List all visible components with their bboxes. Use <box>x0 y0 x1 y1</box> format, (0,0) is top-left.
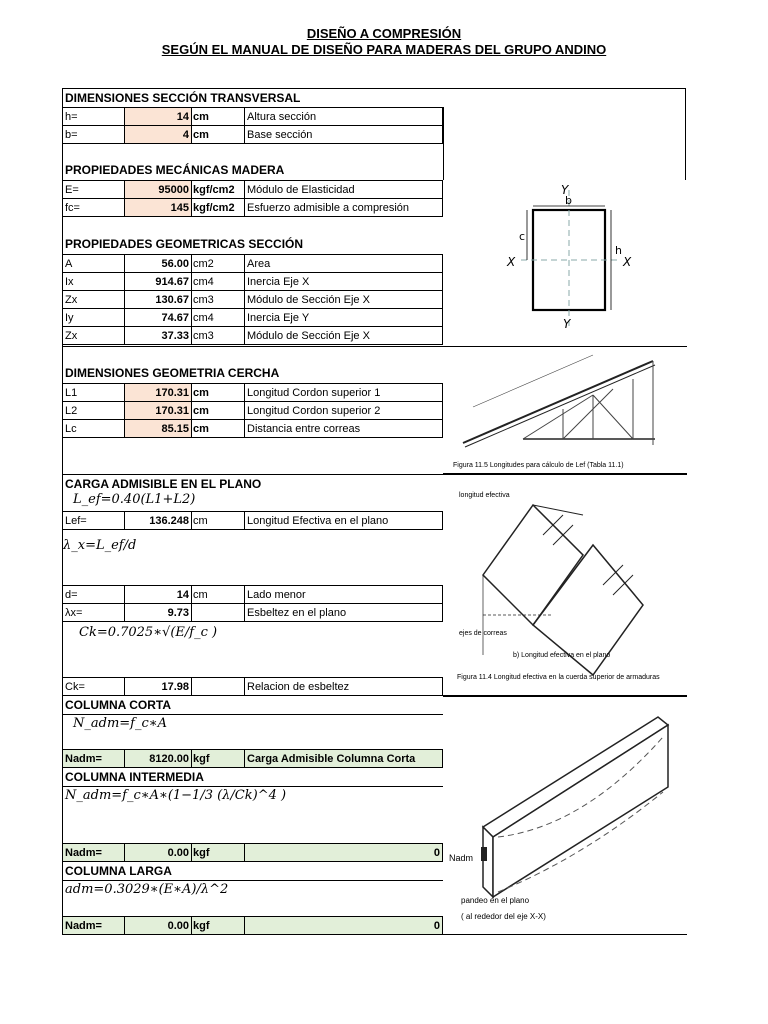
geom-1-unit: cm4 <box>191 272 245 291</box>
d-value: 14 <box>124 585 192 604</box>
fig4-lbl-n: Nadm <box>449 853 474 863</box>
formula-long: adm=0.3029∗(E∗A)/λ^2 <box>62 880 444 917</box>
ck-desc: Relacion de esbeltez <box>244 677 443 696</box>
geom-4-unit: cm3 <box>191 326 245 345</box>
lef-value: 136.248 <box>124 511 192 530</box>
lx-desc: Esbeltez en el plano <box>244 603 443 622</box>
formula-ck: Ck=0.7025∗√(E/f_c ) <box>79 625 218 640</box>
long-nadm-value: 0.00 <box>124 916 192 935</box>
truss-1-value[interactable]: 170.31 <box>124 401 192 420</box>
d-label: d= <box>62 585 125 604</box>
truss-0-desc: Longitud Cordon superior 1 <box>244 383 443 402</box>
lef-desc: Longitud Efectiva en el plano <box>244 511 443 530</box>
fc-label: fc= <box>62 198 125 217</box>
fc-value[interactable]: 145 <box>124 198 192 217</box>
geom-3-unit: cm4 <box>191 308 245 327</box>
truss-2-unit: cm <box>191 419 245 438</box>
effective-length-figure <box>443 474 687 696</box>
title-line-2: SEGÚN EL MANUAL DE DISEÑO PARA MADERAS DEL GRUPO ANDINO <box>161 42 607 57</box>
ck-label: Ck= <box>62 677 125 696</box>
h-label: h= <box>62 107 125 126</box>
mid-nadm-extra: 0 <box>244 843 443 862</box>
h-unit: cm <box>191 107 245 126</box>
fig1-c: c <box>519 230 526 243</box>
mid-header: COLUMNA INTERMEDIA <box>62 767 444 787</box>
truss-0-label: L1 <box>62 383 125 402</box>
formula-short: N_adm=f_c∗A <box>62 714 444 750</box>
formula-lambda: λ_x=L_ef/d <box>63 538 137 553</box>
mid-nadm-unit: kgf <box>191 843 245 862</box>
fig1-y-bot: Y <box>563 317 571 331</box>
fig2-caption: Figura 11.5 Longitudes para cálculo de Lef (Tabla 11.1) <box>453 462 624 469</box>
geom-4-desc: Módulo de Sección Eje X <box>244 326 443 345</box>
formula-lef: L_ef=0.40(L1+L2) <box>73 492 196 507</box>
geom-1-label: Ix <box>62 272 125 291</box>
lx-value: 9.73 <box>124 603 192 622</box>
e-desc: Módulo de Elasticidad <box>244 180 443 199</box>
fig3-lbl-top: longitud efectiva <box>459 492 510 499</box>
truss-figure <box>443 346 687 474</box>
geom-2-label: Zx <box>62 290 125 309</box>
truss-0-unit: cm <box>191 383 245 402</box>
fig4-lbl1: pandeo en el plano <box>461 896 530 905</box>
column-buckling-figure <box>443 696 687 935</box>
mech-header: PROPIEDADES MECÁNICAS MADERA <box>65 163 285 177</box>
geom-2-desc: Módulo de Sección Eje X <box>244 290 443 309</box>
e-value[interactable]: 95000 <box>124 180 192 199</box>
lef-unit: cm <box>191 511 245 530</box>
fig1-x-left: X <box>507 255 516 269</box>
lx-unit <box>191 603 245 622</box>
geom-1-desc: Inercia Eje X <box>244 272 443 291</box>
formula-mid: N_adm=f_c∗A∗(1−1/3 (λ/Ck)^4 ) <box>62 786 444 844</box>
fig3-lbl-b: b) Longitud efectiva en el plano <box>513 652 611 659</box>
fig3-lbl-ejes: ejes de correas <box>459 630 507 637</box>
e-label: E= <box>62 180 125 199</box>
geom-4-value: 37.33 <box>124 326 192 345</box>
geom-3-value: 74.67 <box>124 308 192 327</box>
fig1-b: b <box>565 194 572 207</box>
geom-1-value: 914.67 <box>124 272 192 291</box>
geom-4-label: Zx <box>62 326 125 345</box>
lx-label: λx= <box>62 603 125 622</box>
geom-3-desc: Inercia Eje Y <box>244 308 443 327</box>
fig1-x-right: X <box>623 255 632 269</box>
truss-header: DIMENSIONES GEOMETRIA CERCHA <box>65 366 280 380</box>
h-desc: Altura sección <box>244 107 443 126</box>
ck-value: 17.98 <box>124 677 192 696</box>
truss-0-value[interactable]: 170.31 <box>124 383 192 402</box>
section-dims-header: DIMENSIONES SECCIÓN TRANSVERSAL <box>65 91 301 105</box>
short-nadm-label: Nadm= <box>62 749 125 768</box>
fc-desc: Esfuerzo admisible a compresión <box>244 198 443 217</box>
b-label: b= <box>62 125 125 144</box>
truss-1-desc: Longitud Cordon superior 2 <box>244 401 443 420</box>
b-unit: cm <box>191 125 245 144</box>
short-nadm-unit: kgf <box>191 749 245 768</box>
fc-unit: kgf/cm2 <box>191 198 245 217</box>
fig4-lbl2: ( al rededor del eje X-X) <box>461 912 546 921</box>
lef-label: Lef= <box>62 511 125 530</box>
long-nadm-label: Nadm= <box>62 916 125 935</box>
geom-3-label: Iy <box>62 308 125 327</box>
mid-nadm-label: Nadm= <box>62 843 125 862</box>
long-header: COLUMNA LARGA <box>62 861 444 881</box>
section-figure <box>443 180 687 346</box>
geom-2-unit: cm3 <box>191 290 245 309</box>
plane-header: CARGA ADMISIBLE EN EL PLANO <box>65 477 262 491</box>
title-line-1: DISEÑO A COMPRESIÓN <box>306 26 462 41</box>
geom-0-desc: Area <box>244 254 443 273</box>
truss-1-unit: cm <box>191 401 245 420</box>
long-nadm-extra: 0 <box>244 916 443 935</box>
h-value[interactable]: 14 <box>124 107 192 126</box>
fig3-caption: Figura 11.4 Longitud efectiva en la cuerda superior de armaduras <box>457 674 660 681</box>
truss-2-label: Lc <box>62 419 125 438</box>
geom-header: PROPIEDADES GEOMETRICAS SECCIÓN <box>65 237 304 251</box>
short-header: COLUMNA CORTA <box>62 695 444 715</box>
e-unit: kgf/cm2 <box>191 180 245 199</box>
fig1-h: h <box>615 244 622 257</box>
spreadsheet <box>62 88 686 934</box>
d-desc: Lado menor <box>244 585 443 604</box>
mid-nadm-value: 0.00 <box>124 843 192 862</box>
d-unit: cm <box>191 585 245 604</box>
truss-1-label: L2 <box>62 401 125 420</box>
truss-2-desc: Distancia entre correas <box>244 419 443 438</box>
b-desc: Base sección <box>244 125 443 144</box>
ck-unit <box>191 677 245 696</box>
geom-0-label: A <box>62 254 125 273</box>
b-value[interactable]: 4 <box>124 125 192 144</box>
truss-2-value[interactable]: 85.15 <box>124 419 192 438</box>
geom-0-value: 56.00 <box>124 254 192 273</box>
short-nadm-desc: Carga Admisible Columna Corta <box>244 749 443 768</box>
fig1-y-top: Y <box>561 183 569 197</box>
long-nadm-unit: kgf <box>191 916 245 935</box>
geom-0-unit: cm2 <box>191 254 245 273</box>
geom-2-value: 130.67 <box>124 290 192 309</box>
short-nadm-value: 8120.00 <box>124 749 192 768</box>
